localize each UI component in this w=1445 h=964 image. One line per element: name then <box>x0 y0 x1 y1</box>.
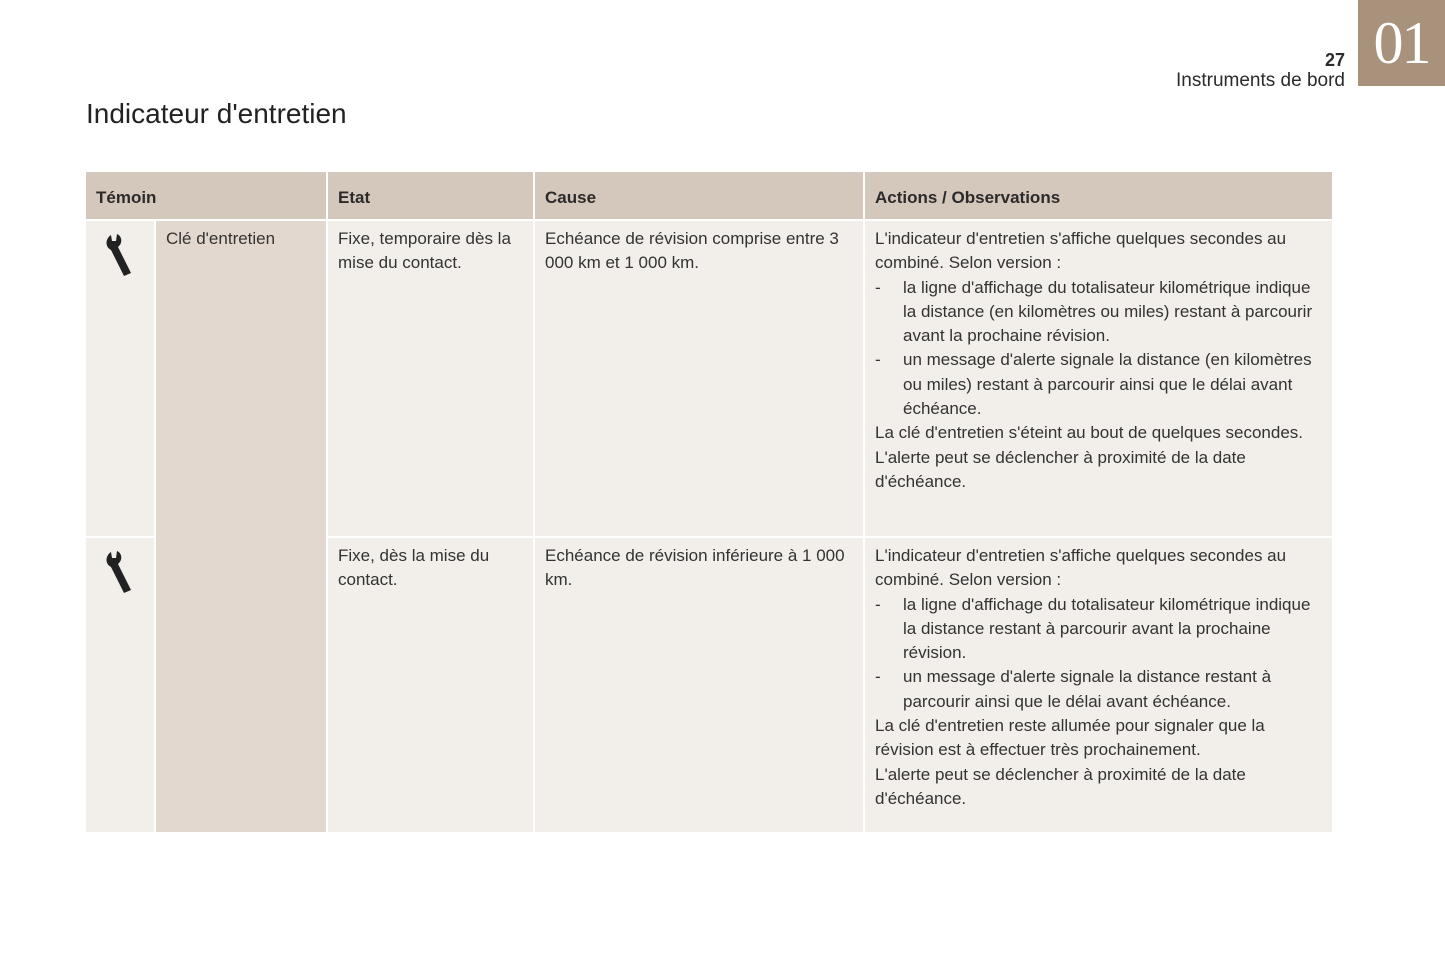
bullet-text: un message d'alerte signale la distance restant à parcourir ainsi que le délai avant échéance. <box>903 667 1272 711</box>
header-temoin: Témoin <box>86 172 326 219</box>
table-row-1-cause: Echéance de révision comprise entre 3 000 km et 1 000 km. <box>535 221 863 536</box>
actions-outro: La clé d'entretien reste allumée pour signaler que la révision est à effectuer très prochainement. <box>875 716 1265 760</box>
bullet-dash: - <box>875 350 881 370</box>
page-header <box>1176 50 1345 92</box>
actions-intro: L'indicateur d'entretien s'affiche quelques secondes au combiné. Selon version : <box>875 229 1287 273</box>
header-cause: Cause <box>535 172 863 219</box>
list-item <box>875 348 1322 421</box>
page-number: 27 <box>1324 50 1345 70</box>
actions-intro: L'indicateur d'entretien s'affiche quelques secondes au combiné. Selon version : <box>875 546 1287 590</box>
bullet-dash: - <box>875 594 881 614</box>
table-row-2-etat: Fixe, dès la mise du contact. <box>328 538 533 832</box>
bullet-text: la ligne d'affichage du totalisateur kilométrique indique la distance (en kilomètres ou miles) restant à parcourir avant la prochaine révision. <box>903 277 1313 346</box>
list-item <box>875 665 1322 714</box>
bullet-text: la ligne d'affichage du totalisateur kilométrique indique la distance restant à parcourir avant la prochaine révision. <box>903 594 1311 663</box>
table-row-1-icon-cell <box>86 221 154 536</box>
bullet-text: un message d'alerte signale la distance (en kilomètres ou miles) restant à parcourir ainsi que le délai avant échéance. <box>903 350 1312 419</box>
wrench-icon <box>104 233 134 279</box>
table-row-1-actions <box>865 221 1332 536</box>
list-item <box>875 593 1322 666</box>
indicator-name: Clé d'entretien <box>156 221 326 832</box>
section-name: Instruments de bord <box>1176 70 1345 91</box>
actions-outro: La clé d'entretien s'éteint au bout de quelques secondes. <box>875 423 1304 443</box>
actions-note: L'alerte peut se déclencher à proximité de la date d'échéance. <box>875 764 1246 808</box>
table-row-2-cause: Echéance de révision inférieure à 1 000 km. <box>535 538 863 832</box>
header-actions: Actions / Observations <box>865 172 1332 219</box>
table-row-2-actions <box>865 538 1332 832</box>
bullet-dash: - <box>875 667 881 687</box>
actions-note: L'alerte peut se déclencher à proximité de la date d'échéance. <box>875 447 1246 491</box>
table-row-2-icon-cell <box>86 538 154 832</box>
list-item <box>875 276 1322 349</box>
header-etat: Etat <box>328 172 533 219</box>
indicator-table <box>86 172 1332 832</box>
table-row-1-etat: Fixe, temporaire dès la mise du contact. <box>328 221 533 536</box>
page-title: Indicateur d'entretien <box>86 98 347 129</box>
chapter-tab: 01 <box>1358 0 1445 86</box>
bullet-dash: - <box>875 277 881 297</box>
wrench-icon <box>104 550 134 596</box>
